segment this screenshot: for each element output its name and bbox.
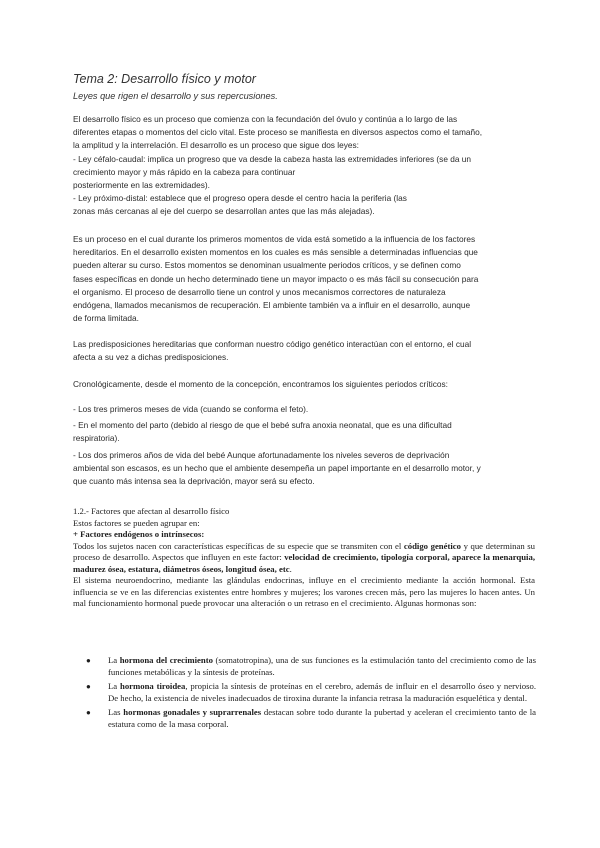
text-line: afecta a su vez a dichas predisposiciones. [73,352,229,363]
bold-term: código genético [403,540,461,551]
period-item [73,403,533,416]
text-span: La [108,655,120,665]
text-line: la amplitud y la interrelación. El desarrollo es un proceso que sigue dos leyes: [73,140,359,151]
text-line: fases específicas en donde un hecho determinado tiene un mayor impacto o es más fácil su consecución para [73,273,479,284]
text-span: La [108,681,120,692]
section-heading: 1.2.- Factores que afectan al desarrollo físico [73,506,230,516]
list-item [86,707,536,730]
hormones-list [86,655,536,734]
text-line: posteriormente en las extremidades). [73,180,210,191]
bold-term: hormona tiroidea [119,681,186,692]
text-line: Es un proceso en el cual durante los primeros momentos de vida está sometido a la influencia de los factores [73,234,476,244]
period-item [73,419,533,445]
document-subtitle: Leyes que rigen el desarrollo y sus repercusiones. [73,91,278,101]
period-item [73,449,533,489]
text-span: , propicia la síntesis de proteínas en el cerebro, además de influir en el desarrollo óseo y nervioso. De hecho, la existencia de niveles inadecuados de tiroxina durante la infancia retrasa la maduración esquelética y dental. [108,681,536,703]
text-line: de forma limitada. [73,313,139,324]
text-line: - Ley céfalo-caudal: implica un progreso que va desde la cabeza hasta las extremidades inferiores (se da un [73,153,472,164]
text-line: endógena, llamados mecanismos de recuperación. El ambiente también va a influir en el desarrollo, aunque [73,300,471,311]
text-line: - Los tres primeros meses de vida (cuando se conforma el feto). [73,404,309,414]
text-line: Las predisposiciones hereditarias que conforman nuestro código genético interactúan con el entorno, el cual [73,339,472,349]
text-line: Cronológicamente, desde el momento de la concepción, encontramos los siguientes periodos críticos: [73,379,448,389]
critical-periods-paragraph [73,233,533,325]
text-line: - Ley próximo-distal: establece que el progreso opera desde el centro hacia la periferia (las [73,193,407,204]
text-span: Las [108,707,124,718]
factor-title-text: + Factores endógenos o intrínsecos: [73,529,205,539]
bullet-icon: ● [86,708,91,718]
list-item [86,655,536,678]
bold-term: hormona del crecimiento [119,655,213,665]
intro-paragraph [73,113,533,219]
text-span: . [289,563,292,574]
hereditary-paragraph [73,338,533,364]
neuroendocrine-paragraph: El sistema neuroendocrino, mediante las glándulas endocrinas, influye en el crecimiento mediante la acción hormonal. Esta influencia se ve en las diferencias existentes entre hombres y mujeres; los varones crecen más, pero las mujeres lo hacen antes. Un mal funcionamiento hormonal puede provocar una alteración o un retraso en el crecimiento. Algunas hormonas son: [73,575,535,608]
text-span: Todos los sujetos nacen con características específicas de su especie que se transmiten con el [73,540,404,551]
section-intro: Estos factores se pueden agrupar en: [73,517,200,528]
text-span: destacan sobre todo durante la pubertad y aceleran el crecimiento tanto de la estatura como de la masa corporal. [108,707,536,729]
bold-term: velocidad de crecimiento, tipología corporal, aparece la menarquia, madurez ósea, estatura, diámetros óseos, longitud ósea, etc [73,552,535,574]
text-line: hereditarios. En el desarrollo existen momentos en los cuales es más sensible a determinadas influencias que [73,247,478,258]
document-title: Tema 2: Desarrollo físico y motor [73,72,256,86]
text-line: - En el momento del parto (debido al riesgo de que el bebé sufra anoxia neonatal, que es una dificultad [73,420,452,430]
text-line: El desarrollo físico es un proceso que comienza con la fecundación del óvulo y continúa a lo largo de las [73,114,458,124]
text-line: zonas más cercanas al eje del cuerpo se desarrollan antes que las más alejadas). [73,206,375,217]
text-line: pueden alterar su curso. Estos momentos se denominan usualmente periodos críticos, y se definen como [73,260,461,271]
bullet-icon: ● [86,682,91,692]
text-line: ambiental son escasos, es un hecho que el ambiente desempeña un papel importante en el desarrollo motor, y [73,463,481,474]
bold-term: hormonas gonadales y suprarrenales [123,707,262,718]
text-line: respiratoria). [73,433,120,444]
endogenous-paragraph [73,541,535,576]
text-line: - Los dos primeros años de vida del bebé Aunque afortunadamente los niveles severos de deprivación [73,450,450,460]
text-span: (somatotropina), una de sus funciones es la estimulación tanto del crecimiento como de las funciones metabólicas y la síntesis de proteínas. [108,655,536,677]
text-line: el organismo. El proceso de desarrollo tiene un control y unos mecanismos correctores de naturaleza [73,286,446,297]
chronology-paragraph [73,378,533,391]
list-item [86,681,536,704]
factor-title [73,529,535,541]
bullet-icon: ● [86,656,91,665]
text-span: y que determinan su proceso de desarrollo. Aspectos que influyen en este factor: [73,540,535,562]
text-line: que cuanto más intensa sea la deprivación, mayor será su efecto. [73,476,315,487]
text-line: crecimiento mayor y más rápido en la cabeza para continuar [73,166,296,177]
factors-section [73,506,535,610]
text-line: diferentes etapas o momentos del ciclo vital. Este proceso se manifiesta en diversos aspectos como el tamaño, [73,127,483,138]
